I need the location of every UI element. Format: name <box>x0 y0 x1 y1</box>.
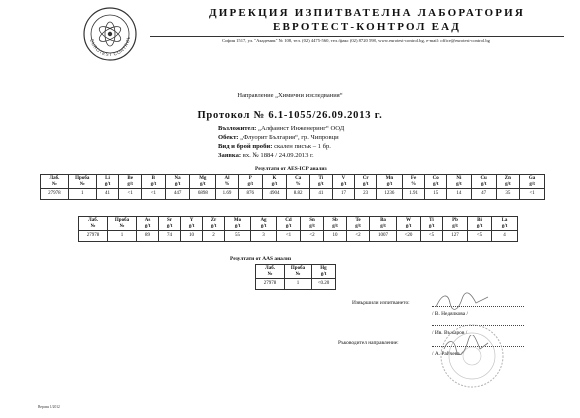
direction-title: Направление „Химични изследвания“ <box>237 92 343 99</box>
header-cell: Be g/t <box>119 175 142 189</box>
aes-results-table-2 <box>78 216 518 242</box>
table-cell: 876 <box>238 189 262 200</box>
table-cell: 10 <box>324 231 347 242</box>
request-value: вх. № 1884 / 24.09.2013 г. <box>242 152 314 159</box>
aes-results-table-1 <box>40 174 545 200</box>
header-cell: Hg g/t <box>312 265 336 279</box>
table-cell: 1.69 <box>216 189 239 200</box>
header-cell: Fe % <box>402 175 425 189</box>
table-cell: 1 <box>108 231 137 242</box>
official-stamp <box>438 322 506 390</box>
header-cell: Проба № <box>108 217 137 231</box>
header-cell: Mn g/t <box>376 175 402 189</box>
header-cell: Co g/t <box>425 175 447 189</box>
table-cell: 1 <box>68 189 96 200</box>
object-label: Обект: <box>218 134 239 141</box>
header-cell: Mo g/t <box>225 217 251 231</box>
table-cell: <1 <box>277 231 301 242</box>
meta-contractor <box>218 125 344 132</box>
table-cell: <1 <box>142 189 166 200</box>
version-footnote: Версия 1/2012 <box>38 405 60 409</box>
table-cell: 74 <box>159 231 181 242</box>
table-row <box>41 189 545 200</box>
header-cell: Лаб. № <box>79 217 108 231</box>
table-cell: 4 <box>492 231 518 242</box>
head-of-department-label: Ръководител направление: <box>338 340 399 346</box>
table-cell: <1 <box>520 189 545 200</box>
table-cell: 1007 <box>370 231 397 242</box>
table-cell: 127 <box>443 231 468 242</box>
lab-title: ДИРЕКЦИЯ ИЗПИТВАТЕЛНА ЛАБОРАТОРИЯ <box>208 7 526 19</box>
header-cell: La g/t <box>492 217 518 231</box>
table-row <box>256 279 336 290</box>
request-label: Заявка: <box>218 152 242 159</box>
table-cell: 27978 <box>79 231 108 242</box>
header-cell: Ba g/t <box>370 217 397 231</box>
object-value: „Флуорит България“, гр. Чипровци <box>240 134 339 141</box>
table-cell: 41 <box>96 189 119 200</box>
header-cell: Pb g/t <box>443 217 468 231</box>
head-person-name: / А. Райчева / <box>432 351 463 357</box>
table-cell: 14 <box>447 189 472 200</box>
table-cell: 1236 <box>376 189 402 200</box>
table-cell: 27978 <box>256 279 285 290</box>
header-cell: Mg g/t <box>190 175 216 189</box>
table-cell: 2 <box>203 231 225 242</box>
table-cell: 8.82 <box>287 189 310 200</box>
svg-text:EUROTEST CONTROL: EUROTEST CONTROL <box>89 35 132 58</box>
person-2-name: / Ив. Въжаров / <box>432 330 468 336</box>
table-row <box>79 231 518 242</box>
table-cell: <0.20 <box>312 279 336 290</box>
table-cell: 1 <box>285 279 312 290</box>
table-cell: 17 <box>332 189 355 200</box>
table-cell: 27978 <box>41 189 69 200</box>
table-cell: <5 <box>468 231 492 242</box>
table-cell: 447 <box>165 189 190 200</box>
table-cell: 89 <box>137 231 159 242</box>
header-cell: Na g/t <box>165 175 190 189</box>
header-cell: Ti g/t <box>421 217 443 231</box>
table-cell: 35 <box>496 189 520 200</box>
header-cell: Лаб. № <box>41 175 69 189</box>
table-cell: 23 <box>355 189 377 200</box>
header-cell: P g/t <box>238 175 262 189</box>
aas-caption: Резултати от AAS анализ <box>230 256 292 262</box>
header-cell: Zn g/t <box>496 175 520 189</box>
table-cell: 10 <box>181 231 203 242</box>
header-cell: Ni g/t <box>447 175 472 189</box>
header-cell: Al % <box>216 175 239 189</box>
header-cell: Ca % <box>287 175 310 189</box>
header-cell: K g/t <box>262 175 287 189</box>
header-cell: Sn g/t <box>301 217 324 231</box>
person-1-name: / В. Недялкова / <box>432 311 469 317</box>
table-cell: 55 <box>225 231 251 242</box>
sample-label: Вид и брой проби: <box>218 143 273 150</box>
table-cell: <1 <box>119 189 142 200</box>
header-cell: Cd g/t <box>277 217 301 231</box>
meta-sample <box>218 143 331 150</box>
header-cell: Zr g/t <box>203 217 225 231</box>
aes-caption: Резултати от AES-ICP анализ <box>255 166 327 172</box>
table-cell: 47 <box>471 189 496 200</box>
header-cell: Проба № <box>285 265 312 279</box>
header-cell: W g/t <box>397 217 421 231</box>
header-cell: As g/t <box>137 217 159 231</box>
table-cell: 15 <box>425 189 447 200</box>
handwritten-signature <box>432 291 492 313</box>
header-cell: V g/t <box>332 175 355 189</box>
header-cell: Li g/t <box>96 175 119 189</box>
header-cell: Проба № <box>68 175 96 189</box>
table-cell: <5 <box>421 231 443 242</box>
header-cell: Bi g/t <box>468 217 492 231</box>
sample-value: скален писък – 1 бр. <box>274 143 331 150</box>
header-cell: Te g/t <box>347 217 370 231</box>
company-name: ЕВРОТЕСТ-КОНТРОЛ ЕАД <box>272 21 462 33</box>
contractor-label: Възложител: <box>218 125 257 132</box>
meta-object <box>218 134 339 141</box>
tested-by-label: Извършили изпитването: <box>352 300 410 306</box>
table-cell: 6898 <box>190 189 216 200</box>
header-cell: Y g/t <box>181 217 203 231</box>
table-cell: 3 <box>251 231 277 242</box>
protocol-title: Протокол № 6.1-1055/26.09.2013 г. <box>197 110 383 121</box>
header-cell: B g/t <box>142 175 166 189</box>
table-cell: <2 <box>347 231 370 242</box>
header-cell: Cr g/t <box>355 175 377 189</box>
header-cell: Ti g/t <box>309 175 332 189</box>
header-cell: Лаб. № <box>256 265 285 279</box>
table-cell: 4904 <box>262 189 287 200</box>
table-cell: <2 <box>301 231 324 242</box>
table-cell: <20 <box>397 231 421 242</box>
table-cell: 41 <box>309 189 332 200</box>
header-cell: Cu g/t <box>471 175 496 189</box>
table-cell: 1.91 <box>402 189 425 200</box>
header-cell: Sb g/t <box>324 217 347 231</box>
header-cell: Ga g/t <box>520 175 545 189</box>
contractor-value: „Алфаинст Инженеринг“ ООД <box>258 125 345 132</box>
contact-line: София 1517, ул. "Академик" № 108, тел. (02) 4475-560, тел./факс (02) 8720 598, www.eurotest-control.bg, e-mail: office@eurotest-control.bg <box>222 38 490 43</box>
aas-results-table <box>255 264 336 290</box>
eurotest-control-logo <box>82 6 138 62</box>
header-cell: Sr g/t <box>159 217 181 231</box>
header-cell: Ag g/t <box>251 217 277 231</box>
meta-request <box>218 152 314 159</box>
header-divider <box>150 36 564 37</box>
